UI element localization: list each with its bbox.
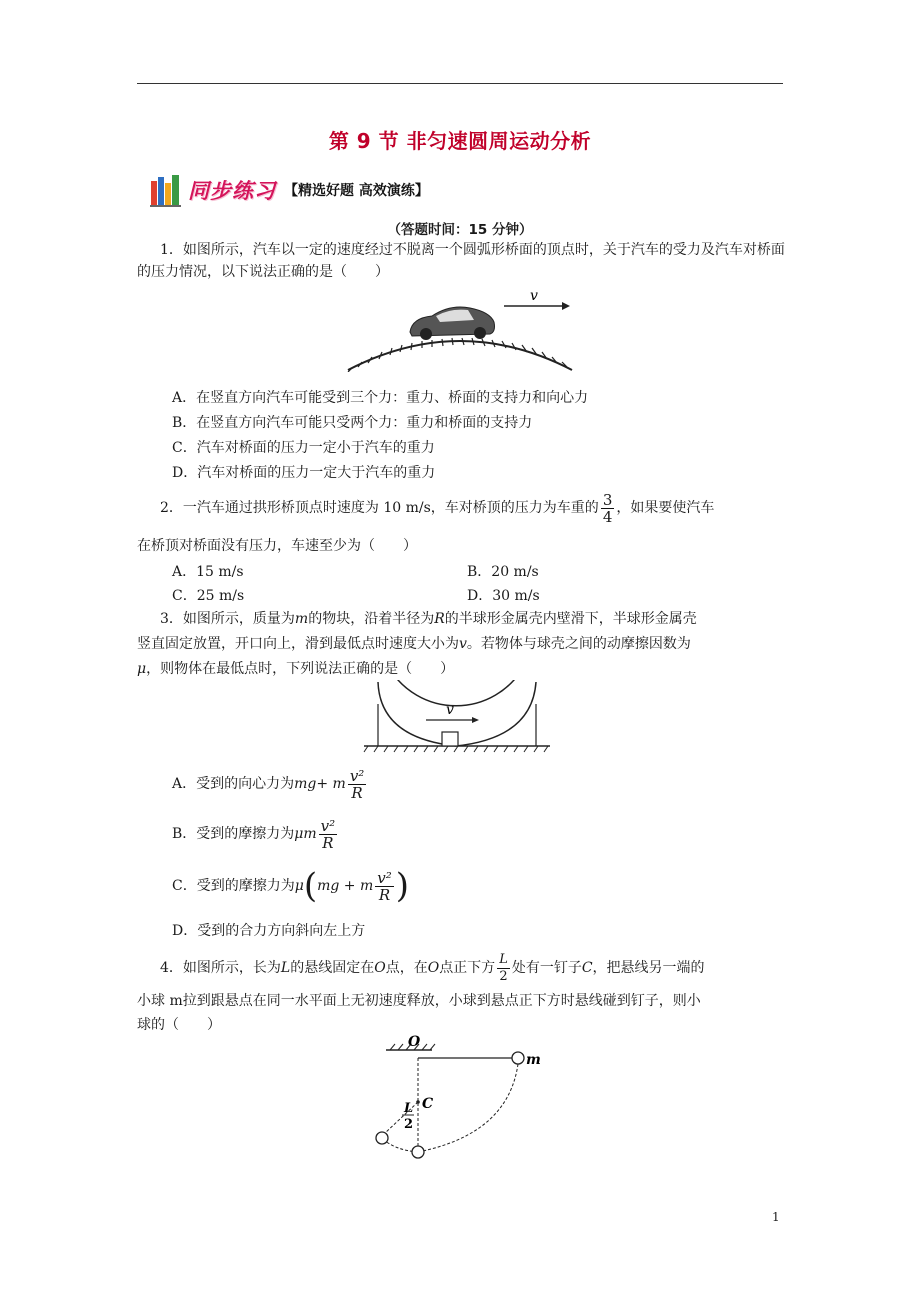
q1-option-d: D．汽车对桥面的压力一定大于汽车的重力	[172, 465, 436, 481]
ball-start	[512, 1052, 524, 1064]
pivot-label: O	[408, 1034, 421, 1050]
frac-num: v²	[377, 868, 392, 887]
q4-text: 的悬线固定在	[290, 960, 375, 976]
q4-half-fraction	[497, 952, 510, 985]
q4-stem-line1	[160, 948, 705, 988]
nail-label: C	[422, 1096, 434, 1112]
velocity-label: v	[530, 288, 538, 304]
q3-bowl-figure	[360, 680, 560, 754]
q4-text: 4．如图所示，长为	[160, 960, 281, 976]
ball-bottom	[412, 1146, 424, 1158]
q1-option-a: A．在竖直方向汽车可能受到三个力：重力、桥面的支持力和向心力	[172, 390, 589, 406]
q3-stem-line1	[160, 608, 697, 630]
frac-den: R	[322, 833, 334, 852]
banner-title: 同步练习	[188, 179, 276, 203]
q3-radius-symbol: R	[434, 611, 445, 627]
q3-option-d: D．受到的合力方向斜向左上方	[172, 923, 366, 939]
q2-option-a: A．15 m/s	[172, 564, 244, 580]
q4-text: ，把悬线另一端的	[592, 960, 705, 976]
q3-option-b	[172, 812, 339, 856]
frac-num: L	[499, 951, 508, 967]
q1-bridge-figure	[340, 282, 580, 372]
q2-option-c: C．25 m/s	[172, 588, 245, 604]
q3-option-text: B．受到的摩擦力为	[172, 826, 295, 842]
q3-option-text: C．受到的摩擦力为	[172, 878, 295, 894]
bridge-hatch	[348, 338, 567, 372]
q2-stem-b: ，如果要使汽车	[616, 500, 715, 516]
page-number: 1	[772, 1210, 780, 1224]
q4-pendulum-figure	[370, 1034, 550, 1166]
q2-option-d: D．30 m/s	[467, 588, 540, 604]
q2-stem-line1	[160, 490, 714, 526]
half-length-num: L	[404, 1101, 414, 1116]
q3-mass-symbol: m	[294, 611, 309, 627]
header-rule	[137, 83, 783, 84]
frac-den: R	[351, 783, 363, 802]
q2-frac-den: 4	[602, 507, 613, 526]
frac-num: v²	[349, 766, 365, 785]
q3-option-fraction	[319, 818, 338, 851]
q3-text: ，则物体在最低点时，下列说法正确的是（ ）	[146, 661, 455, 677]
q4-stem-line2: 小球 m拉到跟悬点在同一水平面上无初速度释放，小球到悬点正下方时悬线碰到钉子，则小	[137, 993, 701, 1009]
q3-text: 3．如图所示，质量为	[160, 611, 295, 627]
q4-text: 处有一钉子	[511, 960, 582, 976]
block	[442, 732, 458, 746]
q3-text: 竖直固定放置，开口向上，滑到最低点时速度大小为	[137, 636, 459, 652]
q2-stem-a: 2．一汽车通过拱形桥顶点时速度为 10 m/s，车对桥顶的压力为车重的	[160, 500, 599, 516]
q3-option-fraction	[375, 870, 394, 903]
car-icon	[410, 307, 495, 340]
q4-pivot-symbol: O	[427, 960, 440, 976]
q1-option-b: B．在竖直方向汽车可能只受两个力：重力和桥面的支持力	[172, 415, 533, 431]
right-paren: )	[395, 866, 410, 906]
q2-fraction	[601, 492, 615, 525]
q4-text: 点，在	[385, 960, 428, 976]
q3-mu-symbol: μ	[294, 878, 304, 894]
frac-den: R	[378, 885, 391, 904]
q4-stem-line3: 球的（ ）	[137, 1017, 221, 1033]
q3-option-a	[172, 762, 368, 806]
q3-option-fraction	[348, 768, 367, 801]
q1-stem: 1．如图所示，汽车以一定的速度经过不脱离一个圆弧形桥面的顶点时，关于汽车的受力及汽车对桥面的压力情况，以下说法正确的是（ ）	[137, 242, 785, 280]
ball-left	[376, 1132, 388, 1144]
q3-option-expr: mg + m	[317, 878, 374, 894]
q3-option-c	[172, 862, 409, 910]
mass-label: m	[526, 1052, 541, 1068]
q4-nail-symbol: C	[581, 960, 593, 976]
frac-num: v²	[320, 816, 336, 835]
q3-text: 的半球形金属壳内壁滑下，半球形金属壳	[444, 611, 697, 627]
frac-den: 2	[499, 968, 508, 984]
page-title: 第 9 节 非匀速圆周运动分析	[328, 129, 592, 153]
q3-velocity-symbol: v	[459, 636, 467, 652]
q3-text: 。若物体与球壳之间的动摩擦因数为	[466, 636, 691, 652]
ground-hatch	[364, 746, 548, 752]
q3-option-text: A．受到的向心力为	[172, 776, 295, 792]
q1-option-c: C．汽车对桥面的压力一定小于汽车的重力	[172, 440, 435, 456]
q4-pivot-symbol: O	[374, 960, 386, 976]
q2-option-b: B．20 m/s	[467, 564, 539, 580]
time-note: （答题时间：15 分钟）	[387, 222, 533, 238]
q4-length-symbol: L	[280, 960, 291, 976]
half-length-den: 2	[404, 1117, 414, 1132]
q3-stem-line3	[137, 658, 454, 680]
banner-subtitle: 【精选好题 高效演练】	[284, 183, 429, 199]
q3-option-expr: μm	[294, 826, 317, 842]
q3-mu-symbol: μ	[137, 661, 147, 677]
q4-text: 点正下方	[439, 960, 496, 976]
q3-text: 的物块，沿着半径为	[308, 611, 435, 627]
section-banner	[150, 172, 429, 208]
velocity-label: v	[446, 702, 454, 718]
q2-frac-num: 3	[602, 490, 613, 509]
left-paren: (	[303, 866, 318, 906]
q3-stem-line2	[137, 633, 691, 655]
q2-stem-line2: 在桥顶对桥面没有压力，车速至少为（ ）	[137, 538, 417, 554]
q3-option-expr: mg+ m	[294, 776, 346, 792]
books-icon	[150, 173, 182, 207]
